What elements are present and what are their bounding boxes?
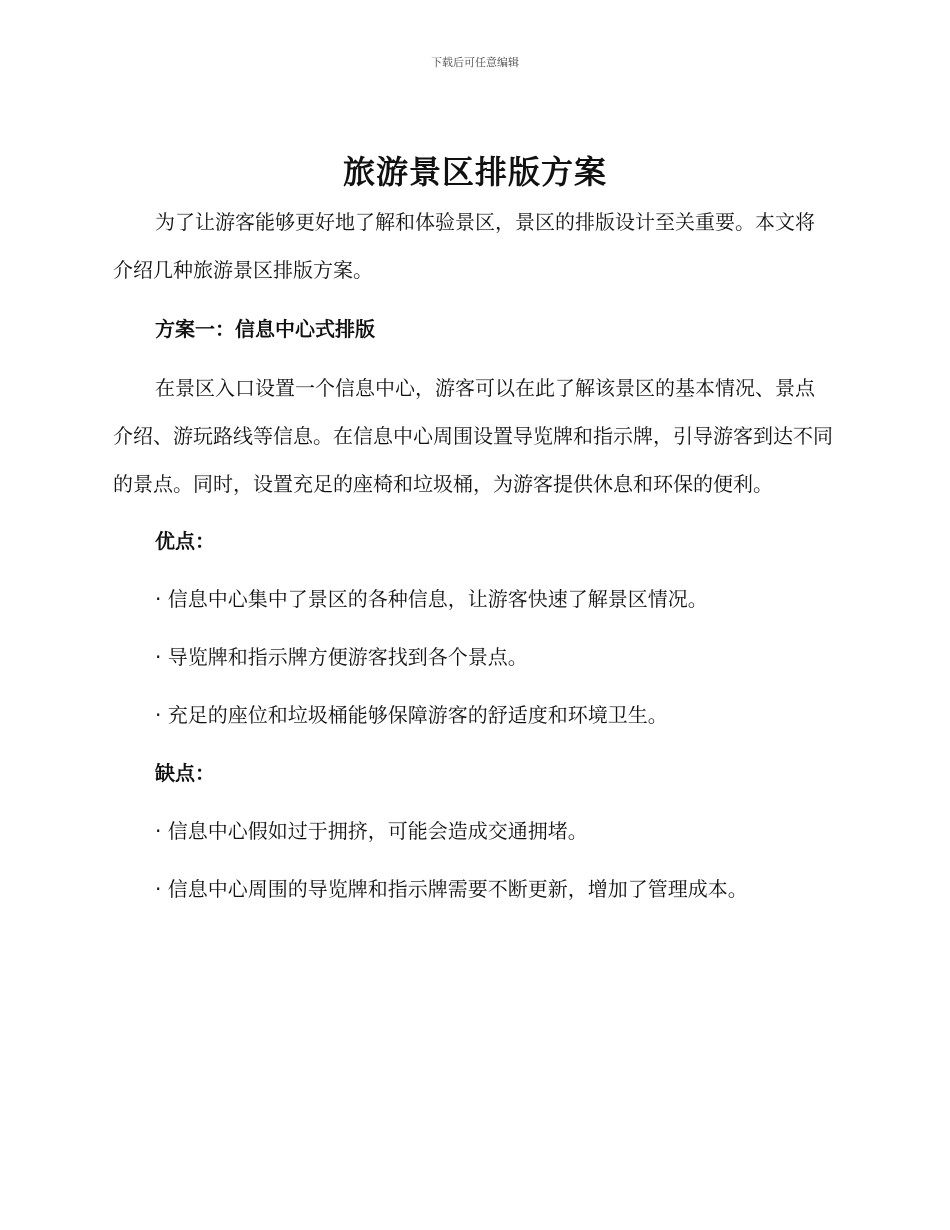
cons-heading: 缺点： bbox=[155, 761, 215, 785]
intro-paragraph: 为了让游客能够更好地了解和体验景区，景区的排版设计至关重要。本文将介绍几种旅游景区排版方案。 bbox=[113, 210, 815, 282]
pros-item: · 信息中心集中了景区的各种信息，让游客快速了解景区情况。 bbox=[155, 587, 708, 611]
pros-item: · 充足的座位和垃圾桶能够保障游客的舒适度和环境卫生。 bbox=[155, 703, 668, 727]
pros-item: · 导览牌和指示牌方便游客找到各个景点。 bbox=[155, 645, 528, 669]
plan1-heading: 方案一：信息中心式排版 bbox=[155, 317, 375, 341]
document-body bbox=[113, 198, 833, 914]
cons-item: · 信息中心周围的导览牌和指示牌需要不断更新，增加了管理成本。 bbox=[155, 877, 748, 901]
page-header: 下载后可任意编辑 bbox=[431, 56, 519, 69]
plan1-description: 在景区入口设置一个信息中心，游客可以在此了解该景区的基本情况、景点介绍、游玩路线等信息。在信息中心周围设置导览牌和指示牌，引导游客到达不同的景点。同时，设置充足的座椅和垃圾桶，为游客提供休息和环保的便利。 bbox=[113, 376, 833, 496]
cons-item: · 信息中心假如过于拥挤，可能会造成交通拥堵。 bbox=[155, 819, 588, 843]
document-title: 旅游景区排版方案 bbox=[342, 153, 607, 191]
pros-heading: 优点： bbox=[155, 529, 215, 553]
